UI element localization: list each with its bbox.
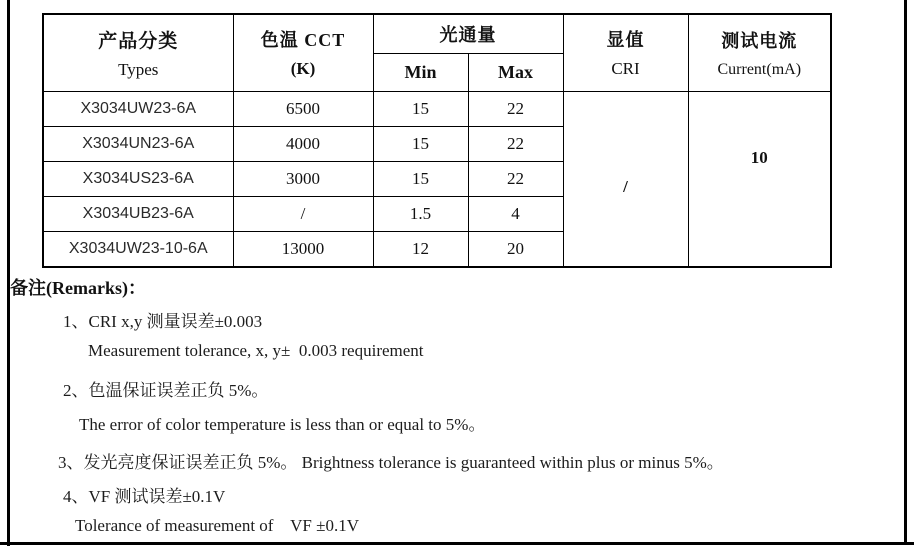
remark-item-1-en: Measurement tolerance, x, y± 0.003 requirement bbox=[88, 341, 424, 360]
header-current-en: Current(mA) bbox=[717, 60, 802, 78]
remark-item-2-en: The error of color temperature is less than or equal to 5%。 bbox=[79, 415, 486, 434]
remark-item-4-en: Tolerance of measurement of VF ±0.1V bbox=[75, 516, 359, 535]
cell-cct: 4000 bbox=[233, 126, 373, 161]
cell-cct: 6500 bbox=[233, 91, 373, 126]
spec-table bbox=[42, 13, 832, 268]
header-current bbox=[688, 14, 831, 91]
header-flux-min: Min bbox=[373, 53, 468, 91]
cell-current-merged: 10 bbox=[688, 91, 831, 267]
header-types-en: Types bbox=[118, 59, 159, 79]
cell-type: X3034US23-6A bbox=[43, 161, 233, 196]
header-cri-zh: 显值 bbox=[606, 30, 645, 51]
header-cct bbox=[233, 14, 373, 91]
header-types-zh: 产品分类 bbox=[98, 30, 179, 52]
cell-min: 12 bbox=[373, 231, 468, 267]
cell-type: X3034UB23-6A bbox=[43, 196, 233, 231]
page-border-right bbox=[904, 0, 907, 544]
cell-min: 15 bbox=[373, 126, 468, 161]
cell-cct: 3000 bbox=[233, 161, 373, 196]
remark-item-3: 3、发光亮度保证误差正负 5%。 Brightness tolerance is guaranteed within plus or minus 5%。 bbox=[58, 453, 724, 472]
header-flux bbox=[373, 14, 563, 53]
header-cri-en: CRI bbox=[611, 59, 640, 79]
cell-type: X3034UW23-6A bbox=[43, 91, 233, 126]
cell-max: 22 bbox=[468, 91, 563, 126]
cell-cct: 13000 bbox=[233, 231, 373, 267]
cell-min: 15 bbox=[373, 161, 468, 196]
cell-max: 4 bbox=[468, 196, 563, 231]
remark-item-4-zh: 4、VF 测试误差±0.1V bbox=[63, 487, 226, 506]
cell-max: 22 bbox=[468, 126, 563, 161]
remarks-title: 备注(Remarks)： bbox=[10, 278, 146, 298]
cell-cct: / bbox=[233, 196, 373, 231]
table-row bbox=[43, 91, 831, 126]
header-cct-unit: (K) bbox=[290, 59, 316, 79]
page-border-bottom bbox=[0, 542, 914, 545]
header-flux-zh: 光通量 bbox=[439, 24, 497, 45]
cell-min: 15 bbox=[373, 91, 468, 126]
cell-max: 22 bbox=[468, 161, 563, 196]
cell-type: X3034UN23-6A bbox=[43, 126, 233, 161]
cell-max: 20 bbox=[468, 231, 563, 267]
header-current-zh: 测试电流 bbox=[721, 30, 798, 51]
header-cct-zh: 色温 CCT bbox=[260, 30, 346, 51]
spec-table-container bbox=[42, 13, 832, 268]
cell-type: X3034UW23-10-6A bbox=[43, 231, 233, 267]
page-border-left bbox=[7, 0, 10, 546]
header-cri bbox=[563, 14, 688, 91]
header-types bbox=[43, 14, 233, 91]
cell-min: 1.5 bbox=[373, 196, 468, 231]
remark-item-2-zh: 2、色温保证误差正负 5%。 bbox=[63, 381, 269, 400]
remark-item-1-zh: 1、CRI x,y 测量误差±0.003 bbox=[63, 312, 263, 331]
cell-cri-merged: / bbox=[563, 91, 688, 267]
header-flux-max: Max bbox=[468, 53, 563, 91]
